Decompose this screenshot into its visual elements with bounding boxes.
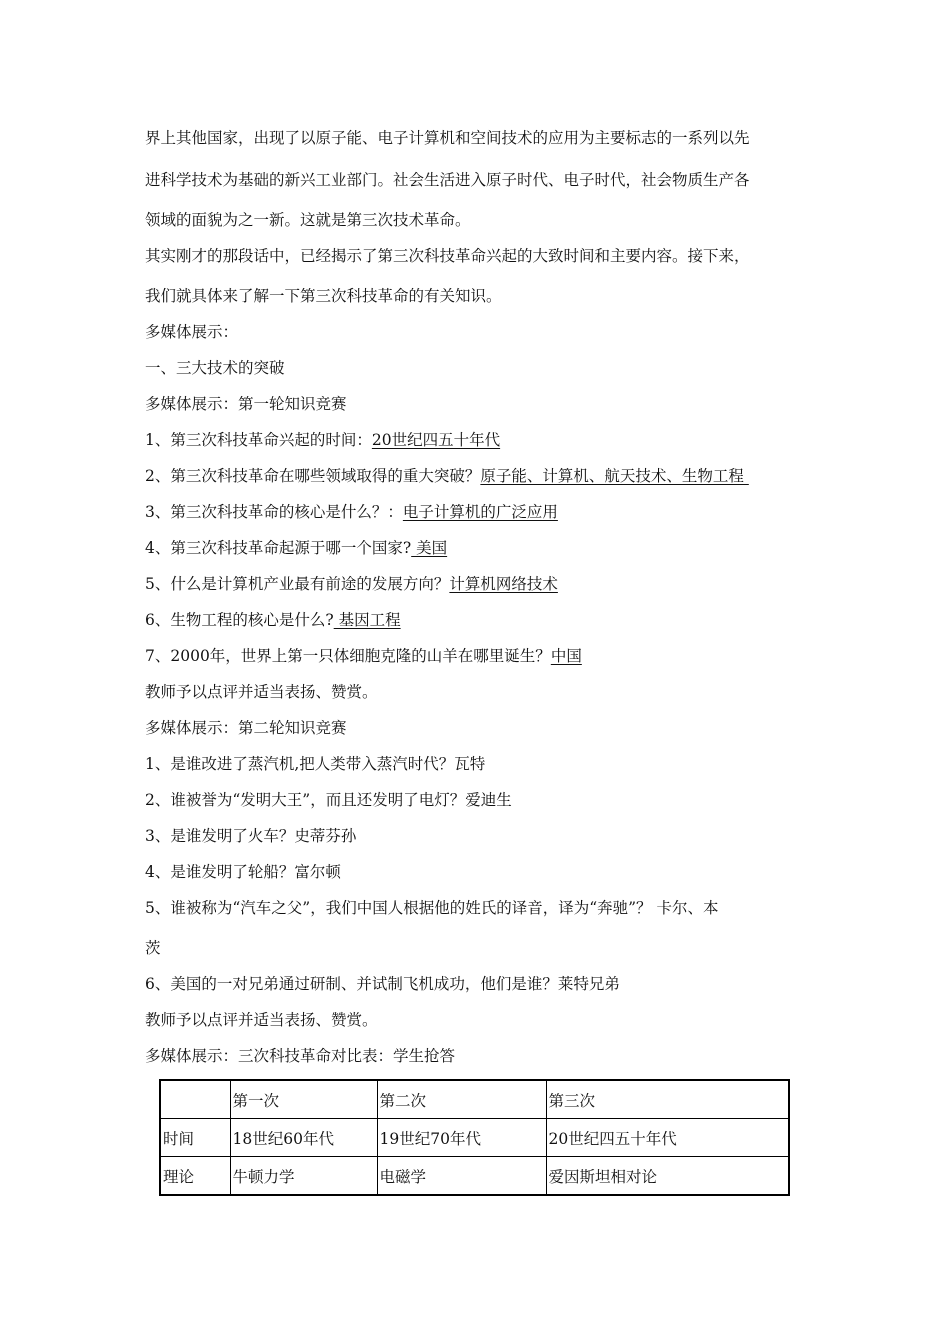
quiz-answer: 原子能、计算机、航天技术、生物工程	[480, 467, 749, 485]
quiz-question: 6、生物工程的核心是什么?	[145, 611, 334, 629]
paragraph-line: 我们就具体来了解一下第三次科技革命的有关知识。	[145, 287, 502, 305]
quiz-question: 1、第三次科技革命兴起的时间：	[145, 431, 372, 449]
table-row-label: 时间	[160, 1119, 230, 1157]
quiz-item	[145, 574, 558, 594]
round1-title: 多媒体展示：第一轮知识竞赛	[145, 395, 347, 413]
table-row	[160, 1119, 789, 1157]
quiz-answer: 基因工程	[333, 611, 401, 629]
quiz-item	[145, 430, 500, 450]
table-row-label: 理论	[160, 1157, 230, 1196]
table-cell: 19世纪70年代	[377, 1119, 546, 1157]
quiz-item	[145, 646, 582, 666]
comparison-table	[159, 1079, 790, 1196]
quiz-answer: 中国	[550, 647, 582, 665]
table-cell: 爱因斯坦相对论	[546, 1157, 789, 1196]
paragraph-line: 领域的面貌为之一新。这就是第三次技术革命。	[145, 211, 471, 229]
quiz-answer: 电子计算机的广泛应用	[402, 503, 558, 521]
quiz-answer: 计算机网络技术	[449, 575, 558, 593]
quiz-item: 1、是谁改进了蒸汽机,把人类带入蒸汽时代？瓦特	[145, 755, 486, 773]
quiz-answer: 20世纪四五十年代	[371, 431, 501, 449]
quiz-item: 2、谁被誉为“发明大王”，而且还发明了电灯？爱迪生	[145, 791, 512, 809]
table-header-cell: 第二次	[377, 1080, 546, 1119]
table-cell: 牛顿力学	[230, 1157, 377, 1196]
table-header-cell: 第一次	[230, 1080, 377, 1119]
table-title: 多媒体展示：三次科技革命对比表：学生抢答	[145, 1047, 456, 1065]
quiz-question: 2、第三次科技革命在哪些领域取得的重大突破？	[145, 467, 481, 485]
quiz-question: 5、什么是计算机产业最有前途的发展方向？	[145, 575, 450, 593]
quiz-item	[145, 610, 401, 630]
paragraph-line: 界上其他国家，出现了以原子能、电子计算机和空间技术的应用为主要标志的一系列以先	[145, 129, 750, 147]
paragraph-line: 进科学技术为基础的新兴工业部门。社会生活进入原子时代、电子时代，社会物质生产各	[145, 171, 750, 189]
teacher-comment: 教师予以点评并适当表扬、赞赏。	[145, 683, 378, 701]
quiz-question: 7、2000年，世界上第一只体细胞克隆的山羊在哪里诞生？	[145, 647, 551, 665]
paragraph-line: 多媒体展示：	[145, 323, 239, 341]
table-header-row	[160, 1080, 789, 1119]
table-header-cell: 第三次	[546, 1080, 789, 1119]
table-cell: 电磁学	[377, 1157, 546, 1196]
teacher-comment: 教师予以点评并适当表扬、赞赏。	[145, 1011, 378, 1029]
quiz-item	[145, 466, 749, 486]
quiz-item	[145, 538, 447, 558]
paragraph-line: 其实刚才的那段话中，已经揭示了第三次科技革命兴起的大致时间和主要内容。接下来，	[145, 247, 750, 265]
quiz-item: 5、谁被称为“汽车之父”，我们中国人根据他的姓氏的译音，译为“奔驰”？ 卡尔、本	[145, 899, 719, 917]
quiz-answer: 美国	[411, 539, 448, 557]
quiz-question: 3、第三次科技革命的核心是什么？：	[145, 503, 403, 521]
quiz-question: 4、第三次科技革命起源于哪一个国家?	[145, 539, 412, 557]
quiz-item: 3、是谁发明了火车？史蒂芬孙	[145, 827, 357, 845]
quiz-item: 6、美国的一对兄弟通过研制、并试制飞机成功，他们是谁？莱特兄弟	[145, 975, 620, 993]
section-heading: 一、三大技术的突破	[145, 359, 285, 377]
table-cell	[160, 1080, 230, 1119]
table-row	[160, 1157, 789, 1196]
table-cell: 18世纪60年代	[230, 1119, 377, 1157]
quiz-item	[145, 502, 558, 522]
round2-title: 多媒体展示：第二轮知识竞赛	[145, 719, 347, 737]
quiz-item-continued: 茨	[145, 939, 161, 957]
quiz-item: 4、是谁发明了轮船？富尔顿	[145, 863, 341, 881]
table-cell: 20世纪四五十年代	[546, 1119, 789, 1157]
